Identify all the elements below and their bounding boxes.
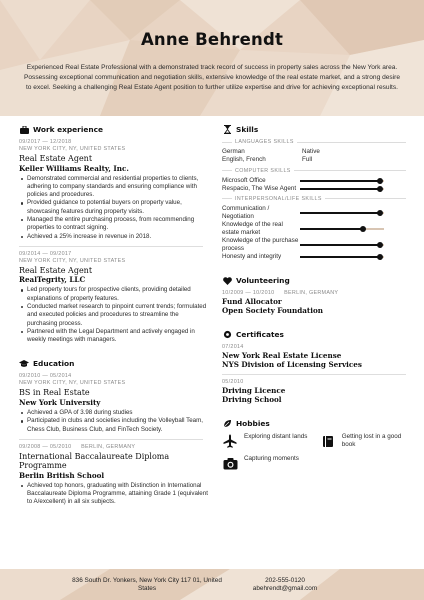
- skill-label: Honesty and integrity: [222, 253, 282, 261]
- certificate-entry: [222, 344, 406, 369]
- hobby-item: [322, 433, 406, 449]
- footer-email[interactable]: abehrendt@gmail.com: [252, 585, 318, 593]
- certificate-date: 07/2014: [222, 344, 244, 351]
- language-row: [222, 148, 406, 156]
- work-section-title: Work experience: [33, 125, 104, 134]
- airplane-icon: [222, 433, 238, 449]
- volunteering-entry: [222, 290, 406, 315]
- skill-level-bar: [300, 212, 384, 214]
- footer-banner: [0, 569, 424, 600]
- education-degree: BS in Real Estate: [19, 388, 90, 398]
- job-bullets: [19, 175, 209, 241]
- right-column: [222, 124, 406, 471]
- language-row: [222, 156, 406, 164]
- computer-skills-heading: COMPUTER SKILLS: [222, 168, 406, 174]
- certificate-date: 05/2010: [222, 379, 244, 386]
- job-role: Real Estate Agent: [19, 265, 93, 275]
- language-label: German: [222, 148, 245, 155]
- header-banner: [0, 0, 424, 116]
- skill-row: [222, 177, 406, 185]
- hobby-item: [222, 455, 322, 471]
- job-company: Keller Williams Realty, Inc.: [19, 163, 129, 173]
- language-level: Full: [302, 156, 313, 164]
- language-label: English, French: [222, 156, 266, 164]
- skill-row: [222, 221, 406, 237]
- job-bullet: Conducted market research to pinpoint current trends; formulated and executed policies and procedures to streamline the purchasing process.: [19, 303, 209, 328]
- profile-summary: Experienced Real Estate Professional with a demonstrated track record of success in property sales across the New York area. Possessing exceptional communication and negotiation skills, extensive knowledge of the real estate market, and a strong desire to excel. Seeking a challenging Real Estate Agent position to further utilize expertise and drive for achieving exceptional results.: [23, 64, 401, 91]
- skill-row: [222, 205, 406, 221]
- skill-level-bar: [300, 228, 384, 230]
- skill-level-bar: [300, 188, 384, 190]
- skills-section-header: [222, 124, 406, 135]
- education-bullets: [19, 409, 209, 434]
- education-bullet: Achieved a GPA of 3.98 during studies: [19, 409, 209, 417]
- award-icon: [222, 330, 232, 340]
- education-bullet: Participated in clubs and societies including the Volleyball Team, Chess Club, Business Club, and FinTech Society.: [19, 417, 209, 434]
- education-degree: International Baccalaureate Diploma Programme: [19, 451, 170, 471]
- heart-icon: [222, 276, 232, 286]
- certificates-section-header: [222, 329, 406, 340]
- left-column: [19, 124, 209, 507]
- skill-row: [222, 237, 406, 253]
- education-section-title: Education: [33, 359, 75, 369]
- work-section-header: [19, 124, 209, 135]
- book-icon: [322, 433, 336, 449]
- volunteering-dates: 10/2009 — 10/2010 BERLIN, GERMANY: [222, 290, 339, 297]
- education-section-header: [19, 358, 209, 369]
- skill-level-bar: [300, 180, 384, 182]
- job-bullet: Demonstrated commercial and residential properties to clients, adhering to company standards and ensuring compliance with policies and procedures.: [19, 175, 209, 200]
- job-location: NEW YORK CITY, NY, UNITED STATES: [19, 257, 126, 264]
- divider: [19, 439, 203, 440]
- education-entry: [19, 444, 209, 507]
- volunteering-location: BERLIN, GERMANY: [284, 290, 339, 297]
- job-company: RealTegrity, LLC: [19, 275, 86, 285]
- skill-label: Knowledge of the real estate market: [222, 220, 283, 237]
- job-bullet: Led property tours for prospective clients, providing detailed explanations of property features.: [19, 286, 209, 303]
- briefcase-icon: [19, 125, 29, 135]
- hobby-text: Getting lost in a good book: [341, 433, 402, 449]
- education-dates: [19, 444, 209, 451]
- education-dates: 09/2010 — 05/2014: [19, 373, 72, 380]
- certificate-issuer: NYS Division of Licensing Services: [222, 360, 362, 370]
- job-dates: 09/2017 — 12/2018: [19, 139, 72, 145]
- education-location: NEW YORK CITY, NY, UNITED STATES: [19, 380, 126, 387]
- camera-icon: [222, 455, 238, 471]
- hobby-text: Exploring distant lands: [244, 433, 308, 441]
- header-pattern: [0, 0, 424, 116]
- footer-phone[interactable]: 202-555-0120: [265, 577, 305, 584]
- volunteering-section-header: [222, 275, 406, 286]
- skill-level-bar: [300, 256, 384, 258]
- interpersonal-skills-heading: INTERPERSONAL/LIFE SKILLS: [222, 196, 406, 202]
- hobby-text: Capturing moments: [244, 455, 299, 463]
- job-role: Real Estate Agent: [19, 154, 93, 163]
- education-bullet: Achieved top honors, graduating with Distinction in International Baccalaureate Diploma Programme, attaining Grade 1 (equivalent to A/excellent) in all six subjects.: [19, 482, 209, 507]
- volunteering-section-title: Volunteering: [236, 276, 290, 286]
- volunteering-org: Open Society Foundation: [222, 306, 323, 316]
- job-bullets: [19, 286, 209, 344]
- education-location: BERLIN, GERMANY: [81, 443, 136, 450]
- education-dates-text: 09/2008 — 05/2010: [19, 443, 72, 450]
- job-bullet: Managed the entire purchasing process, from recommending properties to contract signing.: [19, 216, 209, 233]
- volunteering-role: Fund Allocator: [222, 297, 282, 307]
- certificate-issuer: Driving School: [222, 395, 282, 405]
- skill-row: [222, 253, 406, 261]
- leaf-icon: [222, 419, 232, 429]
- certificate-name: Driving Licence: [222, 386, 286, 396]
- job-entry: [19, 251, 209, 345]
- language-level: Native: [302, 148, 320, 155]
- skills-section-title: Skills: [236, 125, 259, 134]
- divider: [19, 246, 203, 247]
- job-bullet: Partnered with the Legal Department and actively engaged in weekly meetings with managers.: [19, 328, 209, 345]
- job-bullet: Achieved a 25% increase in revenue in 2018.: [19, 233, 209, 241]
- job-bullet: Provided guidance to potential buyers on property value, showcasing features during property visits.: [19, 199, 209, 216]
- certificate-name: New York Real Estate License: [222, 351, 342, 361]
- education-school: New York University: [19, 397, 101, 407]
- job-location: NEW YORK CITY, NY, UNITED STATES: [19, 146, 126, 152]
- hobbies-section-title: Hobbies: [236, 419, 270, 429]
- graduation-cap-icon: [19, 359, 29, 369]
- hobbies-section-header: [222, 418, 406, 429]
- job-dates: 09/2014 — 09/2017: [19, 250, 72, 257]
- skill-label: Communication / Negotiation: [222, 204, 270, 220]
- skill-label: Knowledge of the purchase process: [222, 237, 299, 253]
- divider: [222, 374, 406, 375]
- hobbies-list: [222, 433, 406, 471]
- languages-skills-heading: LANGUAGES SKILLS: [222, 139, 406, 145]
- footer-contact: [240, 577, 330, 594]
- hobby-item: [222, 433, 322, 449]
- education-bullets: [19, 482, 209, 507]
- skill-level-bar: [300, 244, 384, 246]
- skill-label: Respacio, The Wise Agent: [222, 184, 297, 192]
- certificates-section-title: Certificates: [236, 330, 284, 340]
- hourglass-icon: [222, 125, 232, 135]
- job-entry: [19, 139, 209, 241]
- certificate-entry: [222, 379, 406, 404]
- education-entry: [19, 373, 209, 433]
- skill-label: Microsoft Office: [222, 176, 266, 184]
- skill-row: [222, 185, 406, 193]
- education-school: Berlin British School: [19, 470, 105, 480]
- footer-address: 836 South Dr. Yonkers, New York City 117 01, United States: [72, 577, 222, 593]
- candidate-name: Anne Behrendt: [140, 30, 284, 49]
